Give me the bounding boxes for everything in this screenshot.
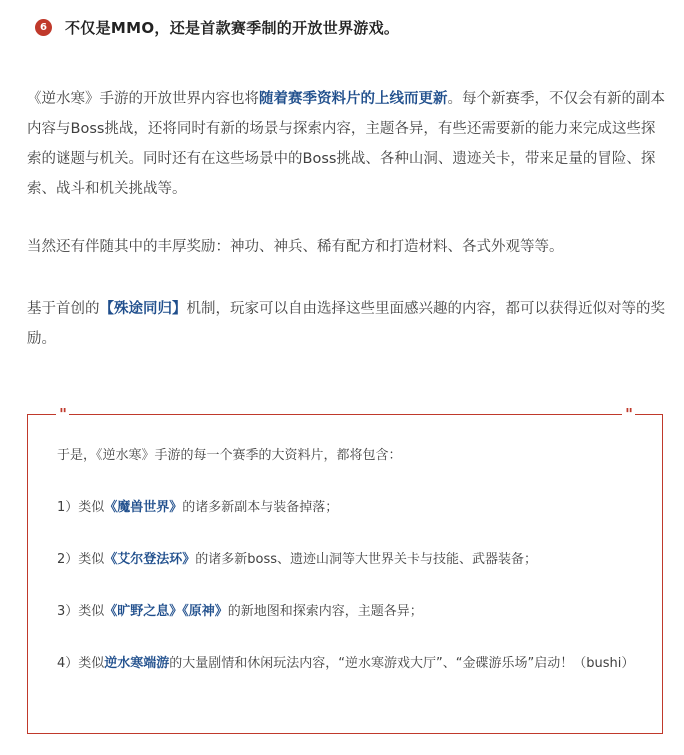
quote-intro xyxy=(57,442,637,469)
highlight-text: 随着赛季资料片的上线而更新 xyxy=(259,91,448,107)
quote-close-icon: " xyxy=(623,405,635,423)
list-item-suffix: 的诸多新boss、遗迹山洞等大世界关卡与技能、武器装备； xyxy=(195,552,538,567)
quote-open-icon: " xyxy=(57,405,69,423)
list-item-prefix: 3）类似 xyxy=(57,604,105,619)
quote-box-border xyxy=(634,414,662,415)
paragraph-text: 当然还有伴随其中的丰厚奖励：神功、神兵、稀有配方和打造材料、各式外观等等。 xyxy=(27,239,564,255)
list-item xyxy=(57,650,637,677)
highlight-text: 【殊途同归】 xyxy=(99,301,187,317)
paragraph-open-world xyxy=(27,84,667,204)
list-item-suffix: 的新地图和探索内容，主题各异； xyxy=(227,604,423,619)
paragraph-text: 机制，玩家可以自由选择这些里面感兴趣的内容，都可以获得近似对等的奖励。 xyxy=(27,301,665,347)
paragraph-text: 。每个新赛季，不仅会有新的副本内容与Boss挑战，还将同时有新的场景与探索内容，主题各异，有些还需要新的能力来完成这些探索的谜题与机关。同时还有在这些场景中的Boss挑战、各种山洞、遗迹关卡，带来足量的冒险、探索、战斗和机关挑战等。 xyxy=(27,91,665,197)
list-item xyxy=(57,494,637,521)
list-item-highlight: 《旷野之息》《原神》 xyxy=(104,604,228,619)
list-item-suffix: 的诸多新副本与装备掉落； xyxy=(182,500,339,515)
section-number-badge: 6 xyxy=(35,19,52,36)
quote-text: 于是，《逆水寒》手游的每一个赛季的大资料片，都将包含： xyxy=(57,448,402,463)
paragraph-text: 《逆水寒》手游的开放世界内容也将 xyxy=(27,91,259,107)
quote-box-border xyxy=(28,414,56,415)
list-item-highlight: 逆水寒端游 xyxy=(104,656,170,671)
paragraph-mechanism xyxy=(27,294,667,354)
section-heading xyxy=(35,14,399,40)
list-item-prefix: 4）类似 xyxy=(57,656,105,671)
list-item-highlight: 《魔兽世界》 xyxy=(104,500,183,515)
list-item-highlight: 《艾尔登法环》 xyxy=(104,552,196,567)
quote-box-border xyxy=(68,414,622,415)
paragraph-text: 基于首创的 xyxy=(27,301,100,317)
list-item-prefix: 1）类似 xyxy=(57,500,105,515)
list-item-prefix: 2）类似 xyxy=(57,552,105,567)
list-item-suffix: 的大量剧情和休闲玩法内容，“逆水寒游戏大厅”、“金碟游乐场”启动！（bushi） xyxy=(169,656,635,671)
quote-box xyxy=(27,405,663,734)
paragraph-rewards xyxy=(27,232,667,262)
list-item xyxy=(57,598,637,625)
list-item xyxy=(57,546,637,573)
section-title: 不仅是MMO，还是首款赛季制的开放世界游戏。 xyxy=(65,18,400,37)
